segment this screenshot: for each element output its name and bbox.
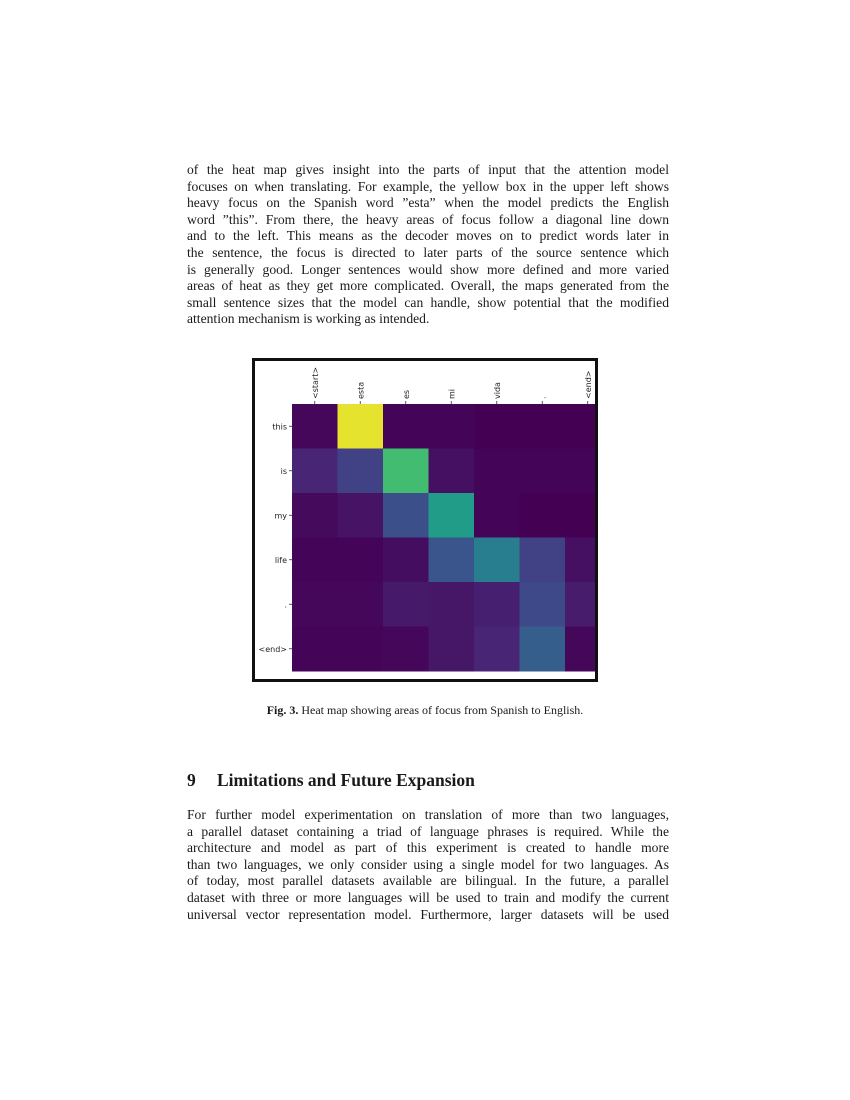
x-tick-label: <start> <box>310 366 320 399</box>
y-tick-label: is <box>280 466 287 476</box>
x-tick-label: . <box>538 396 548 399</box>
heatmap-cell <box>292 493 338 538</box>
heatmap-cell <box>474 538 520 583</box>
text-line: is generally good. Longer sentences would show more defined and more varied <box>187 261 669 277</box>
text-line: architecture and model as part of this experiment is created to handle more <box>187 840 669 856</box>
caption-label: Fig. 3. <box>266 703 299 717</box>
heatmap-cell <box>338 404 384 449</box>
heatmap-cell <box>429 449 475 494</box>
figure-caption <box>0 703 850 718</box>
x-tick-label: vida <box>492 382 502 399</box>
heatmap-figure <box>252 358 598 682</box>
heatmap-cell <box>520 493 566 538</box>
heatmap-cell <box>383 493 429 538</box>
heatmap-cell <box>292 582 338 627</box>
heatmap-cell <box>474 493 520 538</box>
text-line: attention mechanism is working as intended. <box>187 311 430 327</box>
heatmap-cell <box>565 538 595 583</box>
heatmap-cell <box>565 493 595 538</box>
x-tick-label: es <box>401 389 411 399</box>
text-line: of today, most parallel datasets available are bilingual. In the future, a parallel <box>187 873 669 889</box>
x-tick-label: <end> <box>583 370 593 399</box>
y-tick-label: my <box>274 511 287 521</box>
heatmap-cell <box>520 582 566 627</box>
heatmap-cell <box>338 582 384 627</box>
x-tick-label: mi <box>447 388 457 399</box>
heatmap-cell <box>474 449 520 494</box>
heatmap-cell <box>429 404 475 449</box>
heatmap-cell <box>520 538 566 583</box>
heatmap-cell <box>383 538 429 583</box>
heatmap-cell <box>292 627 338 672</box>
text-line: small sentence sizes that the model can handle, show potential that the modified <box>187 294 669 310</box>
text-line: of the heat map gives insight into the parts of input that the attention model <box>187 162 669 177</box>
heatmap-cell <box>429 627 475 672</box>
y-tick-label: . <box>284 600 287 610</box>
heatmap-cell <box>383 582 429 627</box>
heatmap-cell <box>292 404 338 449</box>
heatmap-cell <box>338 449 384 494</box>
y-tick-label: life <box>274 555 287 565</box>
heatmap-cell <box>520 449 566 494</box>
text-line: and to the left. This means as the decoder moves on to predict words later in <box>187 228 669 244</box>
section-number: 9 <box>187 770 196 790</box>
heatmap-cell <box>429 493 475 538</box>
heatmap-cell <box>338 538 384 583</box>
text-line: For further model experimentation on translation of more than two languages, <box>187 807 669 822</box>
heatmap-cell <box>383 404 429 449</box>
y-tick-label: this <box>272 422 287 432</box>
text-line: heavy focus on the Spanish word ”esta” when the model predicts the English <box>187 195 669 211</box>
heatmap-cell <box>565 404 595 449</box>
text-line: than two languages, we only consider using a single model for two languages. As <box>187 856 669 872</box>
heatmap-cell <box>338 493 384 538</box>
heatmap-cell <box>565 627 595 672</box>
text-line: dataset with three or more languages will be used to train and modify the current <box>187 889 669 905</box>
heatmap-cell <box>292 449 338 494</box>
heatmap-cell <box>520 404 566 449</box>
text-line: a parallel dataset containing a triad of language phrases is required. While the <box>187 823 669 839</box>
text-line: word ”this”. From there, the heavy areas of focus follow a diagonal line down <box>187 211 669 227</box>
heatmap-cell <box>565 582 595 627</box>
heatmap-cell <box>429 538 475 583</box>
text-line: the sentence, the focus is directed to later parts of the source sentence which <box>187 244 669 260</box>
body-paragraph-heatmap-discussion <box>187 162 669 328</box>
heatmap-cell <box>338 627 384 672</box>
heatmap-cell <box>565 449 595 494</box>
text-line: universal vector representation model. Furthermore, larger datasets will be used <box>187 906 669 922</box>
section-title: Limitations and Future Expansion <box>217 770 475 790</box>
y-tick-label: <end> <box>258 644 287 654</box>
heatmap-cell <box>383 627 429 672</box>
heatmap-cell <box>474 627 520 672</box>
heatmap-cell <box>520 627 566 672</box>
heatmap-cell <box>474 582 520 627</box>
body-paragraph-limitations <box>187 807 669 923</box>
caption-text: Heat map showing areas of focus from Spanish to English. <box>301 703 584 717</box>
heatmap-cell <box>292 538 338 583</box>
section-heading <box>187 770 475 791</box>
heatmap-cell <box>383 449 429 494</box>
attention-heatmap <box>255 361 595 679</box>
heatmap-cell <box>429 582 475 627</box>
text-line: focuses on when translating. For example, the yellow box in the upper left shows <box>187 178 669 194</box>
heatmap-cell <box>474 404 520 449</box>
x-tick-label: esta <box>356 381 366 399</box>
text-line: areas of heat as they get more complicated. Overall, the maps generated from the <box>187 278 669 294</box>
